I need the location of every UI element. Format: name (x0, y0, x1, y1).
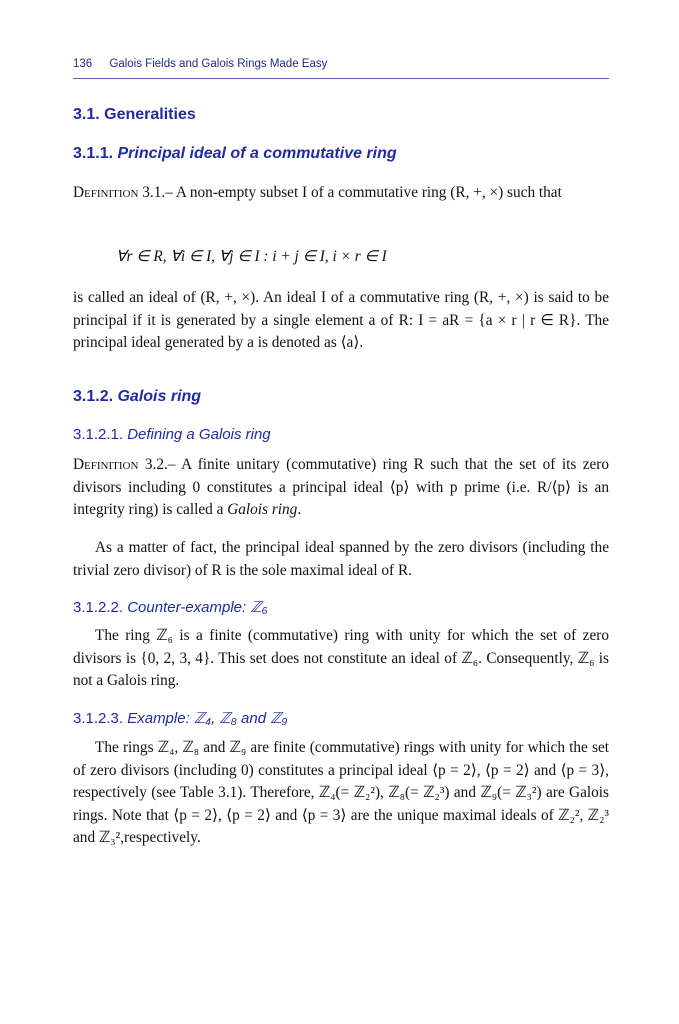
ideal-equation: ∀r ∈ R, ∀i ∈ I, ∀j ∈ I : i + j ∈ I, i × r ∈ I (116, 248, 387, 265)
defined-term: Galois ring (227, 501, 298, 518)
definition-text: A non-empty subset I of a commutative ring (R, +, ×) such that (175, 184, 562, 201)
definition-3-1-continuation: is called an ideal of (R, +, ×). An ideal I of a commutative ring (R, +, ×) is said to be principal if it is generated by a single element a of R: I = aR = {a × r | r ∈ R}. The principal ideal generated by a is denoted as ⟨a⟩. (73, 289, 609, 351)
section-heading-3-1-1: 3.1.1. Principal ideal of a commutative ring (73, 145, 397, 162)
section-heading-3-1: 3.1. Generalities (73, 106, 196, 123)
paragraph-maximal-ideal: As a matter of fact, the principal ideal spanned by the zero divisors (including the trivial zero divisor) of R is the sole maximal ideal of R. (73, 539, 609, 579)
definition-label: Definition (73, 456, 139, 473)
section-heading-3-1-2-1: 3.1.2.1. Defining a Galois ring (73, 426, 271, 443)
page-number: 136 (73, 58, 93, 70)
running-header (73, 58, 609, 70)
definition-3-2: Definition 3.2.– A finite unitary (commutative) ring R such that the set of its zero divisors including 0 constitutes a principal ideal ⟨p⟩ with p prime (i.e. R/⟨p⟩ is an integrity ring) is called a Galois ring. (73, 456, 610, 518)
definition-number: 3.1.– (142, 184, 173, 201)
section-heading-3-1-2: 3.1.2. Galois ring (73, 388, 202, 405)
running-title: Galois Fields and Galois Rings Made Easy (109, 58, 328, 70)
definition-label: Definition (73, 184, 139, 201)
header-rule (73, 78, 609, 79)
paragraph-example: The rings ℤ₄, ℤ₈ and ℤ₉ are finite (commutative) rings with unity for which the set of zero divisors (including 0) constitutes a principal ideal ⟨p = 2⟩, ⟨p = 2⟩ and ⟨p = 3⟩, respectively (see Table 3.1). Therefore, ℤ₄(= ℤ₂²), ℤ₈(= ℤ₂³) and ℤ₉(= ℤ₃²) are Galois rings. Note that ⟨p = 2⟩, ⟨p = 2⟩ and ⟨p = 3⟩ are the unique maximal ideals of ℤ₂², ℤ₂³ and ℤ₃²,respectively. (73, 739, 609, 846)
section-heading-3-1-2-2: 3.1.2.2. Counter-example: ℤ₆ (73, 599, 268, 616)
paragraph-counter-example: The ring ℤ₆ is a finite (commutative) ring with unity for which the set of zero divisors is {0, 2, 3, 4}. This set does not constitute an ideal of ℤ₆. Consequently, ℤ₆ is not a Galois ring. (73, 627, 609, 689)
definition-3-1 (73, 182, 609, 205)
section-heading-3-1-2-3: 3.1.2.3. Example: ℤ₄, ℤ₈ and ℤ₉ (73, 710, 288, 727)
definition-number: 3.2.– (144, 456, 176, 473)
definition-text: A finite unitary (commutative) ring R such that the set of its zero divisors including 0 constitutes a principal ideal ⟨p⟩ with p prime (i.e. R/⟨p⟩ is an integrity ring) is called a (73, 456, 610, 518)
